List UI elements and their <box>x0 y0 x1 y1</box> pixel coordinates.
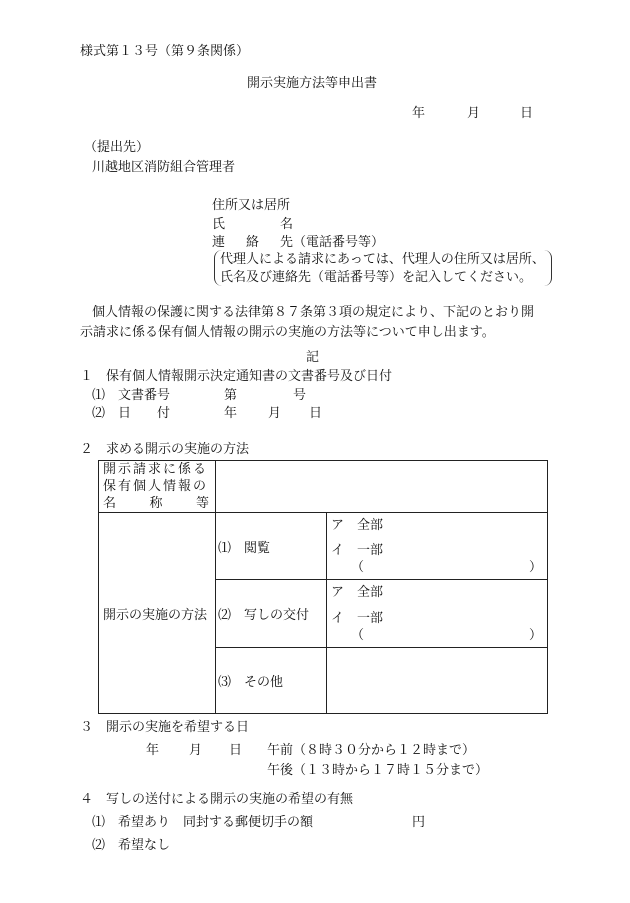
copy-option-all[interactable]: ア 全部 <box>331 585 384 600</box>
desired-time-pm[interactable]: 午後（１３時から１７時１５分まで） <box>267 763 489 778</box>
date-day-label: 日 <box>520 106 534 121</box>
method-other-cell <box>216 648 327 714</box>
notice-date-year: 年 <box>224 406 238 421</box>
section2-heading: ２ 求める開示の実施の方法 <box>80 442 250 457</box>
body-line-1: 個人情報の保護に関する法律第８７条第３項の規定により、下記のとおり開 <box>92 305 535 320</box>
form-number: 様式第１３号（第９条関係） <box>80 44 250 59</box>
desired-date-day: 日 <box>229 743 243 758</box>
mail-wanted-option[interactable]: ⑴ 希望あり 同封する郵便切手の額 <box>92 815 314 830</box>
method-label-cell <box>99 513 216 714</box>
info-name-label-line1: 開示請求に係る <box>103 462 209 477</box>
desired-date-year: 年 <box>146 743 160 758</box>
mail-not-wanted-option[interactable]: ⑵ 希望なし <box>92 838 171 853</box>
inspection-option-all[interactable]: ア 全部 <box>331 518 384 533</box>
desired-date-month: 月 <box>189 743 203 758</box>
info-name-input[interactable] <box>216 461 548 513</box>
agent-note-line1: 代理人による請求にあっては、代理人の住所又は居所、 <box>220 252 545 267</box>
desired-time-am[interactable]: 午前（８時３０分から１２時まで） <box>267 743 476 758</box>
method-copy-label: ⑵ 写しの交付 <box>218 608 310 623</box>
inspection-options-cell[interactable] <box>327 513 548 580</box>
document-title: 開示実施方法等申出書 <box>247 76 378 91</box>
notice-date-label: ⑵ 日 付 <box>92 406 171 421</box>
section4-heading: ４ 写しの送付による開示の実施の希望の有無 <box>80 792 354 807</box>
copy-paren-close: ） <box>529 628 543 643</box>
copy-paren-open: （ <box>351 628 365 643</box>
name-label-2: 名 <box>280 217 294 232</box>
disclosure-method-table <box>98 460 548 714</box>
stamp-amount-yen: 円 <box>412 815 426 830</box>
document-number-go: 号 <box>293 388 307 403</box>
section1-heading: １ 保有個人情報開示決定通知書の文書番号及び日付 <box>80 369 393 384</box>
document-number-label: ⑴ 文書番号 <box>92 388 171 403</box>
notice-date-month: 月 <box>268 406 282 421</box>
contact-label-3: 先（電話番号等） <box>280 235 385 250</box>
submission-to-label: （提出先） <box>84 140 150 155</box>
info-name-label-sho: 称 <box>149 496 165 511</box>
copy-options-cell[interactable] <box>327 580 548 648</box>
method-inspection-label: ⑴ 閲覧 <box>218 540 271 556</box>
recipient: 川越地区消防組合管理者 <box>92 160 236 175</box>
method-label: 開示の実施の方法 <box>103 607 208 623</box>
notice-date-day: 日 <box>309 406 323 421</box>
info-name-label-line2: 保有個人情報の <box>103 479 209 494</box>
inspection-option-part[interactable]: イ 一部 <box>331 543 384 558</box>
contact-label-2: 絡 <box>246 235 260 250</box>
info-name-label-to: 等 <box>195 496 211 511</box>
method-inspection-cell <box>216 513 327 580</box>
info-name-label-na: 名 <box>103 496 119 511</box>
inspection-paren-close: ） <box>529 560 543 575</box>
name-label-1: 氏 <box>212 217 226 232</box>
date-month-label: 月 <box>467 106 481 121</box>
date-year-label: 年 <box>412 106 426 121</box>
contact-label-1: 連 <box>212 235 226 250</box>
agent-note-line2: 氏名及び連絡先（電話番号等）を記入してください。 <box>220 270 533 285</box>
info-name-label-cell <box>99 461 216 513</box>
method-copy-cell <box>216 580 327 648</box>
address-label: 住所又は居所 <box>212 198 291 213</box>
document-number-dai: 第 <box>224 388 238 403</box>
method-other-label: ⑶ その他 <box>218 675 284 690</box>
inspection-paren-open: （ <box>351 560 365 575</box>
ki-label: 記 <box>306 350 320 365</box>
other-details-input[interactable] <box>327 648 548 714</box>
copy-option-part[interactable]: イ 一部 <box>331 611 384 626</box>
body-line-2: 示請求に係る保有個人情報の開示の実施の方法等について申し出ます。 <box>80 325 495 340</box>
section3-heading: ３ 開示の実施を希望する日 <box>80 720 250 735</box>
